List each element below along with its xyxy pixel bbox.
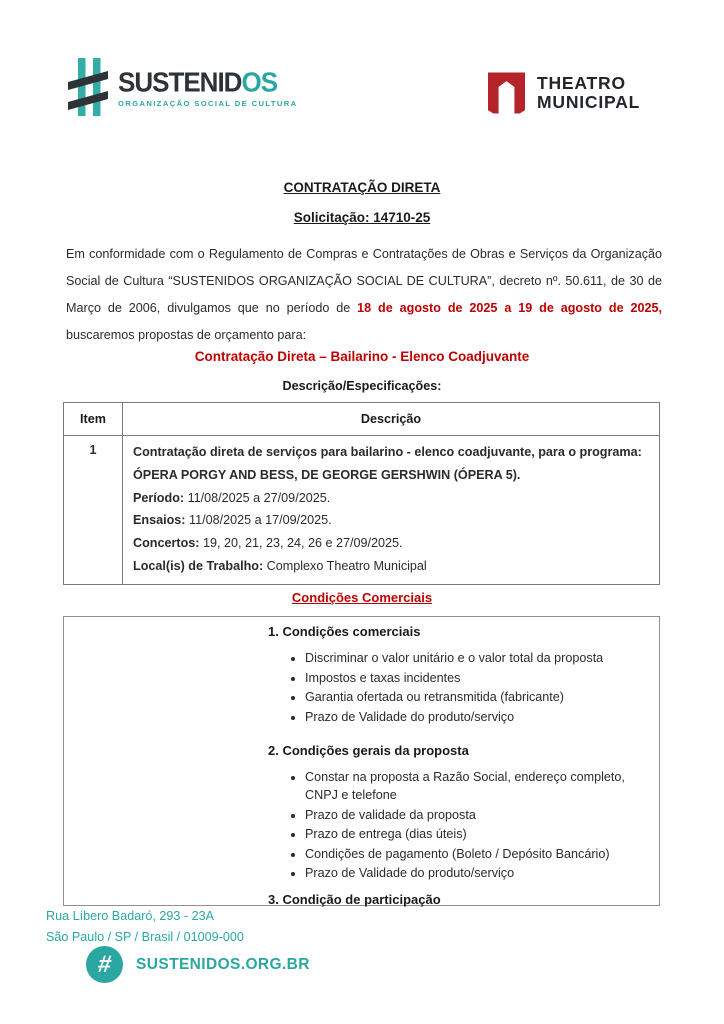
table-header-row — [64, 403, 660, 436]
specifications-heading: Descrição/Especificações: — [282, 379, 442, 393]
solicitation-number: Solicitação: 14710-25 — [293, 210, 431, 225]
intro-text-1: Em conformidade com o Regulamento de Compras e Contratações de Obras e Serviços da Organização Social de Cultura “SUSTENIDOS ORGANIZAÇÃO SOCIAL DE CULTURA”, decreto nº. 50.611, de 30 de Março de 2006, divulgamos que no período de — [66, 247, 662, 315]
address-line-1: Rua Líbero Badaró, 293 - 23A — [46, 909, 215, 923]
hash-circle-icon: # — [86, 946, 123, 983]
list-item: • Impostos e taxas incidentes — [305, 670, 653, 688]
sustenidos-name-teal: OS — [241, 65, 278, 98]
description-line: Concertos: 19, 20, 21, 23, 24, 26 e 27/09/2025. — [133, 536, 403, 551]
list-item: • Prazo de entrega (dias úteis) — [305, 826, 653, 844]
document-title: CONTRATAÇÃO DIRETA — [283, 180, 441, 195]
date-range-highlight: 18 de agosto de 2025 a 19 de agosto de 2025, — [357, 301, 663, 315]
theatro-line2: MUNICIPAL — [537, 92, 641, 112]
sustenidos-tagline: ORGANIZAÇÃO SOCIAL DE CULTURA — [118, 98, 298, 108]
description-cell — [123, 436, 660, 585]
description-line: Ensaios: 11/08/2025 a 17/09/2025. — [133, 513, 332, 528]
list-item: • Discriminar o valor unitário e o valor total da proposta — [305, 650, 653, 668]
conditions-section-1-title: 1. Condições comerciais — [268, 624, 421, 639]
column-header-item: Item — [64, 403, 123, 436]
website-text: SUSTENIDOS.ORG.BR — [136, 955, 310, 973]
sustenidos-wordmark — [118, 67, 298, 108]
description-line: ÓPERA PORGY AND BESS, DE GEORGE GERSHWIN (ÓPERA 5). — [133, 467, 521, 482]
intro-text-2: buscaremos propostas de orçamento para: — [66, 328, 307, 342]
list-item: • Constar na proposta a Razão Social, endereço completo, CNPJ e telefone — [305, 769, 653, 804]
conditions-section-2-title: 2. Condições gerais da proposta — [268, 743, 469, 759]
list-item: • Garantia ofertada ou retransmitida (fabricante) — [305, 689, 653, 707]
description-table — [63, 402, 660, 585]
sustenidos-name — [118, 66, 298, 98]
list-item: • Prazo de Validade do produto/serviço — [305, 709, 653, 727]
commercial-conditions-box — [63, 616, 660, 906]
footer-brand — [86, 946, 310, 983]
list-item: • Prazo de validade da proposta — [305, 807, 653, 825]
intro-paragraph — [66, 241, 662, 349]
sustenidos-hash-icon — [66, 56, 110, 118]
list-item: • Prazo de Validade do produto/serviço — [305, 865, 653, 883]
commercial-conditions-heading: Condições Comerciais — [291, 590, 433, 605]
column-header-description: Descrição — [123, 403, 660, 436]
conditions-section-1-list — [268, 650, 653, 726]
description-line: Período: 11/08/2025 a 27/09/2025. — [133, 490, 331, 505]
conditions-section-3-title: 3. Condição de participação — [268, 891, 441, 907]
list-item: • Condições de pagamento (Boleto / Depósito Bancário) — [305, 846, 653, 864]
table-row — [64, 436, 660, 585]
theatro-wordmark — [537, 74, 640, 112]
description-line: Local(is) de Trabalho: Complexo Theatro Municipal — [133, 558, 427, 573]
sustenidos-logo — [66, 56, 298, 118]
description-line: Contratação direta de serviços para bailarino - elenco coadjuvante, para o programa: — [133, 445, 642, 459]
sustenidos-name-dark: SUSTENID — [118, 65, 242, 98]
commercial-conditions-content — [64, 617, 659, 907]
theatro-municipal-logo — [488, 70, 640, 116]
procurement-subject-heading: Contratação Direta – Bailarino - Elenco Coadjuvante — [194, 349, 530, 364]
theatro-line1: THEATRO — [537, 73, 626, 93]
theatro-arch-icon — [488, 70, 525, 116]
conditions-section-2-list — [268, 769, 653, 883]
item-number-cell: 1 — [64, 436, 123, 585]
address-line-2: São Paulo / SP / Brasil / 01009-000 — [46, 929, 244, 944]
footer-address — [46, 906, 244, 947]
